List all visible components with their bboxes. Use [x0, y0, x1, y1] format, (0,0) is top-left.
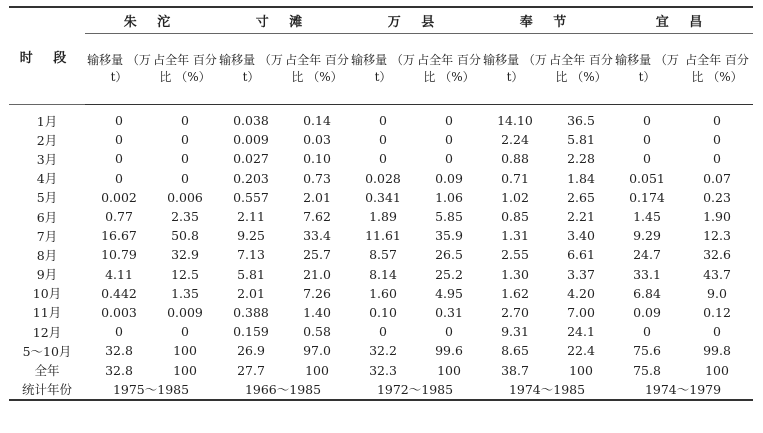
percent-cell: 25.2 — [435, 266, 463, 282]
amount-cell: 0.442 — [101, 285, 137, 301]
percent-cell: 2.01 — [303, 189, 331, 205]
year-span: 1974～1985 — [481, 380, 613, 400]
table-row — [9, 360, 753, 379]
station-header: 奉 节 — [481, 7, 613, 34]
percent-cell: 0 — [713, 132, 721, 148]
percent-cell: 0.03 — [303, 132, 331, 148]
row-label: 2月 — [36, 132, 58, 148]
percent-cell: 100 — [569, 362, 593, 378]
percent-cell: 0 — [445, 132, 453, 148]
amount-cell: 0.028 — [365, 170, 401, 186]
year-span: 1966～1985 — [217, 380, 349, 400]
amount-cell: 32.2 — [369, 343, 397, 359]
amount-header: 输移量 （万 t） — [481, 34, 549, 105]
row-label: 1月 — [36, 113, 58, 129]
row-label: 全年 — [34, 363, 60, 379]
amount-cell: 1.02 — [501, 189, 529, 205]
percent-header: 占全年 百分比 （%） — [681, 34, 753, 105]
table-row — [9, 265, 753, 284]
row-label: 6月 — [36, 209, 58, 225]
percent-cell: 12.5 — [171, 266, 199, 282]
amount-cell: 4.11 — [105, 266, 133, 282]
amount-cell: 2.11 — [237, 209, 265, 225]
percent-cell: 0 — [445, 324, 453, 340]
station-header: 宜 昌 — [613, 7, 753, 34]
percent-cell: 2.21 — [567, 209, 595, 225]
percent-cell: 100 — [437, 362, 461, 378]
amount-cell: 7.13 — [237, 247, 265, 263]
percent-cell: 0 — [713, 151, 721, 167]
amount-cell: 32.8 — [105, 343, 133, 359]
amount-cell: 0.003 — [101, 304, 137, 320]
amount-cell: 0.159 — [233, 324, 269, 340]
percent-cell: 0.07 — [703, 170, 731, 186]
row-label: 5月 — [36, 190, 58, 206]
percent-header: 占全年 百分比 （%） — [549, 34, 613, 105]
percent-cell: 12.3 — [703, 228, 731, 244]
row-label: 5～10月 — [22, 343, 72, 359]
percent-cell: 100 — [173, 343, 197, 359]
percent-cell: 97.0 — [303, 343, 331, 359]
amount-cell: 32.3 — [369, 362, 397, 378]
percent-cell: 32.6 — [703, 247, 731, 263]
amount-cell: 75.6 — [633, 343, 661, 359]
percent-cell: 5.85 — [435, 209, 463, 225]
amount-cell: 0 — [643, 132, 651, 148]
percent-cell: 99.8 — [703, 343, 731, 359]
amount-cell: 0.051 — [629, 170, 665, 186]
percent-header: 占全年 百分比 （%） — [153, 34, 217, 105]
amount-cell: 9.25 — [237, 228, 265, 244]
row-label: 7月 — [36, 228, 58, 244]
amount-cell: 9.29 — [633, 228, 661, 244]
amount-cell: 0.341 — [365, 189, 401, 205]
table-container — [9, 6, 753, 401]
amount-cell: 0.09 — [633, 304, 661, 320]
amount-header: 输移量 （万 t） — [85, 34, 153, 105]
amount-cell: 33.1 — [633, 266, 661, 282]
percent-cell: 0.12 — [703, 304, 731, 320]
table-row — [9, 130, 753, 149]
percent-cell: 100 — [173, 362, 197, 378]
percent-cell: 0.006 — [167, 189, 203, 205]
year-span: 1975～1985 — [85, 380, 217, 400]
amount-cell: 2.70 — [501, 304, 529, 320]
amount-cell: 0 — [115, 151, 123, 167]
amount-cell: 0.10 — [369, 304, 397, 320]
amount-cell: 32.8 — [105, 362, 133, 378]
amount-cell: 0.71 — [501, 170, 529, 186]
percent-cell: 3.40 — [567, 228, 595, 244]
percent-cell: 1.40 — [303, 304, 331, 320]
percent-cell: 43.7 — [703, 266, 731, 282]
percent-cell: 1.84 — [567, 170, 595, 186]
percent-cell: 1.06 — [435, 189, 463, 205]
amount-cell: 1.31 — [501, 228, 529, 244]
percent-cell: 6.61 — [567, 247, 595, 263]
percent-cell: 32.9 — [171, 247, 199, 263]
amount-cell: 1.62 — [501, 285, 529, 301]
percent-cell: 7.00 — [567, 304, 595, 320]
years-row — [9, 380, 753, 400]
amount-cell: 0.77 — [105, 209, 133, 225]
year-span: 1972～1985 — [349, 380, 481, 400]
station-header: 朱 沱 — [85, 7, 217, 34]
row-label: 8月 — [36, 247, 58, 263]
percent-cell: 0.10 — [303, 151, 331, 167]
station-header: 寸 滩 — [217, 7, 349, 34]
percent-cell: 1.35 — [171, 285, 199, 301]
amount-cell: 0.88 — [501, 151, 529, 167]
period-header: 时 段 — [9, 7, 85, 105]
table-row — [9, 188, 753, 207]
amount-cell: 0 — [643, 151, 651, 167]
percent-cell: 0.009 — [167, 304, 203, 320]
percent-cell: 0 — [445, 113, 453, 129]
amount-cell: 0 — [379, 113, 387, 129]
table-row — [9, 245, 753, 264]
percent-cell: 0.23 — [703, 189, 731, 205]
table-row — [9, 169, 753, 188]
column-header-row — [9, 34, 753, 105]
amount-cell: 10.79 — [101, 247, 137, 263]
station-header-row — [9, 7, 753, 34]
percent-cell: 0.73 — [303, 170, 331, 186]
percent-cell: 4.20 — [567, 285, 595, 301]
table-body — [9, 105, 753, 400]
amount-cell: 0.203 — [233, 170, 269, 186]
table-row — [9, 303, 753, 322]
amount-header: 输移量 （万 t） — [613, 34, 681, 105]
percent-cell: 0.09 — [435, 170, 463, 186]
percent-cell: 35.9 — [435, 228, 463, 244]
amount-header: 输移量 （万 t） — [349, 34, 417, 105]
table-row — [9, 284, 753, 303]
amount-cell: 9.31 — [501, 324, 529, 340]
percent-cell: 0.31 — [435, 304, 463, 320]
percent-header: 占全年 百分比 （%） — [417, 34, 481, 105]
row-label: 4月 — [36, 171, 58, 187]
percent-cell: 5.81 — [567, 132, 595, 148]
amount-cell: 0.174 — [629, 189, 665, 205]
amount-cell: 8.65 — [501, 343, 529, 359]
percent-cell: 0 — [181, 170, 189, 186]
amount-header: 输移量 （万 t） — [217, 34, 285, 105]
amount-cell: 1.89 — [369, 209, 397, 225]
percent-cell: 7.62 — [303, 209, 331, 225]
amount-cell: 6.84 — [633, 285, 661, 301]
amount-cell: 0 — [643, 113, 651, 129]
percent-cell: 0 — [181, 324, 189, 340]
amount-cell: 0 — [643, 324, 651, 340]
percent-cell: 26.5 — [435, 247, 463, 263]
amount-cell: 0 — [115, 113, 123, 129]
percent-cell: 36.5 — [567, 113, 595, 129]
percent-cell: 2.35 — [171, 209, 199, 225]
amount-cell: 14.10 — [497, 113, 533, 129]
percent-cell: 4.95 — [435, 285, 463, 301]
amount-cell: 24.7 — [633, 247, 661, 263]
amount-cell: 0 — [115, 324, 123, 340]
amount-cell: 11.61 — [365, 228, 401, 244]
year-span: 1974～1979 — [613, 380, 753, 400]
amount-cell: 0.009 — [233, 132, 269, 148]
amount-cell: 2.55 — [501, 247, 529, 263]
row-label: 9月 — [36, 267, 58, 283]
row-label: 11月 — [32, 305, 62, 321]
percent-cell: 100 — [705, 362, 729, 378]
data-table — [9, 6, 753, 401]
amount-cell: 0 — [379, 324, 387, 340]
table-row — [9, 149, 753, 168]
percent-cell: 99.6 — [435, 343, 463, 359]
amount-cell: 0.557 — [233, 189, 269, 205]
percent-cell: 25.7 — [303, 247, 331, 263]
table-row — [9, 226, 753, 245]
amount-cell: 1.30 — [501, 266, 529, 282]
table-row — [9, 105, 753, 131]
percent-cell: 0.58 — [303, 324, 331, 340]
amount-cell: 16.67 — [101, 228, 137, 244]
percent-cell: 0 — [713, 324, 721, 340]
percent-cell: 21.0 — [303, 266, 331, 282]
row-label: 3月 — [36, 151, 58, 167]
percent-cell: 2.28 — [567, 151, 595, 167]
percent-cell: 3.37 — [567, 266, 595, 282]
table-row — [9, 207, 753, 226]
table-row — [9, 322, 753, 341]
percent-cell: 0 — [181, 132, 189, 148]
amount-cell: 27.7 — [237, 362, 265, 378]
amount-cell: 8.14 — [369, 266, 397, 282]
amount-cell: 1.45 — [633, 209, 661, 225]
amount-cell: 0 — [115, 170, 123, 186]
row-label: 10月 — [32, 286, 62, 302]
amount-cell: 8.57 — [369, 247, 397, 263]
row-label: 统计年份 — [9, 380, 85, 400]
amount-cell: 0.002 — [101, 189, 137, 205]
percent-cell: 9.0 — [707, 285, 727, 301]
amount-cell: 0.388 — [233, 304, 269, 320]
percent-cell: 0 — [445, 151, 453, 167]
amount-cell: 26.9 — [237, 343, 265, 359]
row-label: 12月 — [32, 324, 62, 340]
amount-cell: 38.7 — [501, 362, 529, 378]
amount-cell: 0 — [115, 132, 123, 148]
percent-cell: 1.90 — [703, 209, 731, 225]
percent-cell: 0 — [181, 113, 189, 129]
table-row — [9, 341, 753, 360]
percent-cell: 7.26 — [303, 285, 331, 301]
station-header: 万 县 — [349, 7, 481, 34]
amount-cell: 0.027 — [233, 151, 269, 167]
amount-cell: 1.60 — [369, 285, 397, 301]
percent-cell: 0 — [181, 151, 189, 167]
amount-cell: 2.01 — [237, 285, 265, 301]
percent-header: 占全年 百分比 （%） — [285, 34, 349, 105]
percent-cell: 0 — [713, 113, 721, 129]
amount-cell: 75.8 — [633, 362, 661, 378]
percent-cell: 24.1 — [567, 324, 595, 340]
amount-cell: 0.038 — [233, 113, 269, 129]
amount-cell: 0 — [379, 132, 387, 148]
percent-cell: 100 — [305, 362, 329, 378]
amount-cell: 2.24 — [501, 132, 529, 148]
percent-cell: 2.65 — [567, 189, 595, 205]
amount-cell: 0.85 — [501, 209, 529, 225]
percent-cell: 0.14 — [303, 113, 331, 129]
percent-cell: 33.4 — [303, 228, 331, 244]
amount-cell: 0 — [379, 151, 387, 167]
percent-cell: 22.4 — [567, 343, 595, 359]
amount-cell: 5.81 — [237, 266, 265, 282]
percent-cell: 50.8 — [171, 228, 199, 244]
